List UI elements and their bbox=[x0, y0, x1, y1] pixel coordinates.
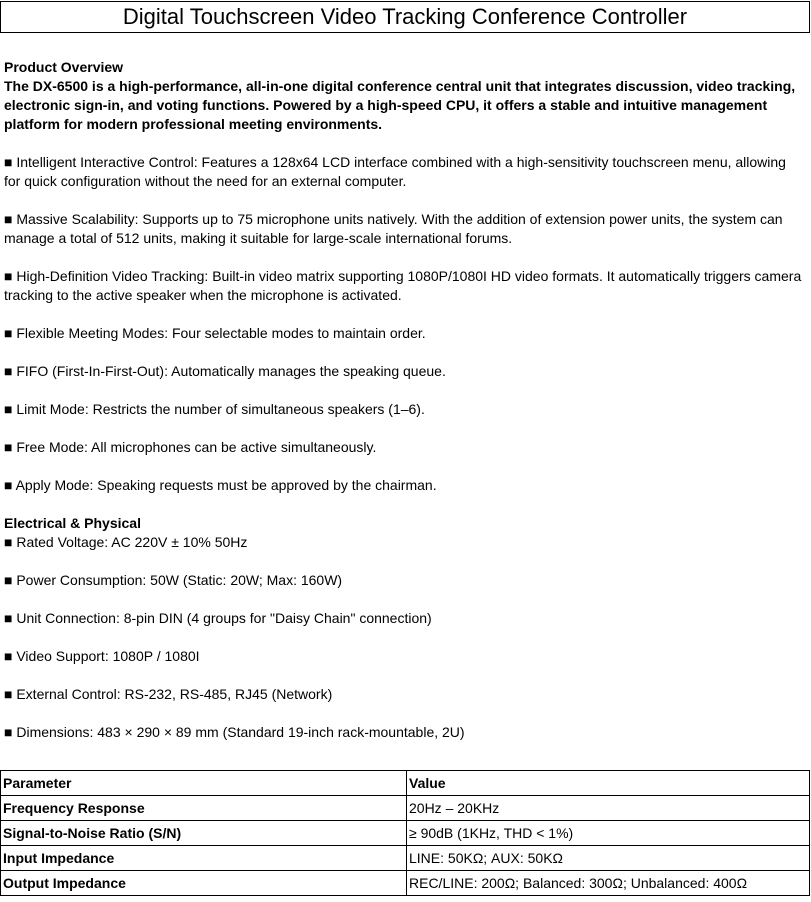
table-cell-parameter: Output Impedance bbox=[1, 871, 407, 896]
electrical-item: ■ Dimensions: 483 × 290 × 89 mm (Standard 19-inch rack-mountable, 2U) bbox=[4, 724, 465, 740]
electrical-item: ■ Unit Connection: 8-pin DIN (4 groups for "Daisy Chain" connection) bbox=[4, 610, 432, 626]
feature-item: ■ FIFO (First-In-First-Out): Automatically manages the speaking queue. bbox=[4, 363, 446, 379]
overview-heading: Product Overview bbox=[4, 59, 124, 75]
electrical-item: ■ External Control: RS-232, RS-485, RJ45 (Network) bbox=[4, 686, 333, 702]
feature-item: ■ Free Mode: All microphones can be active simultaneously. bbox=[4, 439, 377, 455]
table-cell-parameter: Frequency Response bbox=[1, 796, 407, 821]
feature-item: ■ Intelligent Interactive Control: Features a 128x64 LCD interface combined with a high-sensitivity touchscreen menu, allowing for quick configuration without the need for an external computer. bbox=[4, 154, 786, 189]
electrical-item: ■ Video Support: 1080P / 1080I bbox=[4, 648, 200, 664]
page-title: Digital Touchscreen Video Tracking Conference Controller bbox=[0, 1, 810, 33]
feature-item: ■ Apply Mode: Speaking requests must be approved by the chairman. bbox=[4, 477, 437, 493]
table-cell-value: ≥ 90dB (1KHz, THD < 1%) bbox=[407, 821, 810, 846]
electrical-item: ■ Power Consumption: 50W (Static: 20W; Max: 160W) bbox=[4, 572, 343, 588]
feature-item: ■ Massive Scalability: Supports up to 75 microphone units natively. With the addition of extension power units, the system can manage a total of 512 units, making it suitable for large-scale international forums. bbox=[4, 211, 783, 246]
content bbox=[4, 58, 804, 761]
electrical-heading: Electrical & Physical bbox=[4, 515, 141, 531]
table-row bbox=[1, 796, 810, 821]
feature-item: ■ Limit Mode: Restricts the number of simultaneous speakers (1–6). bbox=[4, 401, 425, 417]
table-cell-parameter: Input Impedance bbox=[1, 846, 407, 871]
feature-item: ■ Flexible Meeting Modes: Four selectable modes to maintain order. bbox=[4, 325, 426, 341]
table-row bbox=[1, 871, 810, 896]
table-cell-parameter: Signal-to-Noise Ratio (S/N) bbox=[1, 821, 407, 846]
table-cell-value: REC/LINE: 200Ω; Balanced: 300Ω; Unbalanced: 400Ω bbox=[407, 871, 810, 896]
electrical-item: ■ Rated Voltage: AC 220V ± 10% 50Hz bbox=[4, 534, 248, 550]
table-row bbox=[1, 846, 810, 871]
spec-table bbox=[0, 770, 810, 896]
table-header-row bbox=[1, 771, 810, 796]
table-header-cell: Value bbox=[407, 771, 810, 796]
table-cell-value: LINE: 50KΩ; AUX: 50KΩ bbox=[407, 846, 810, 871]
overview-body: The DX-6500 is a high-performance, all-in-one digital conference central unit that integrates discussion, video tracking, electronic sign-in, and voting functions. Powered by a high-speed CPU, it offers a stable and intuitive management platform for modern professional meeting environments. bbox=[4, 78, 796, 132]
table-cell-value: 20Hz – 20KHz bbox=[407, 796, 810, 821]
table-row bbox=[1, 821, 810, 846]
table-header-cell: Parameter bbox=[1, 771, 407, 796]
feature-item: ■ High-Definition Video Tracking: Built-in video matrix supporting 1080P/1080I HD video formats. It automatically triggers camera tracking to the active speaker when the microphone is activated. bbox=[4, 268, 802, 303]
